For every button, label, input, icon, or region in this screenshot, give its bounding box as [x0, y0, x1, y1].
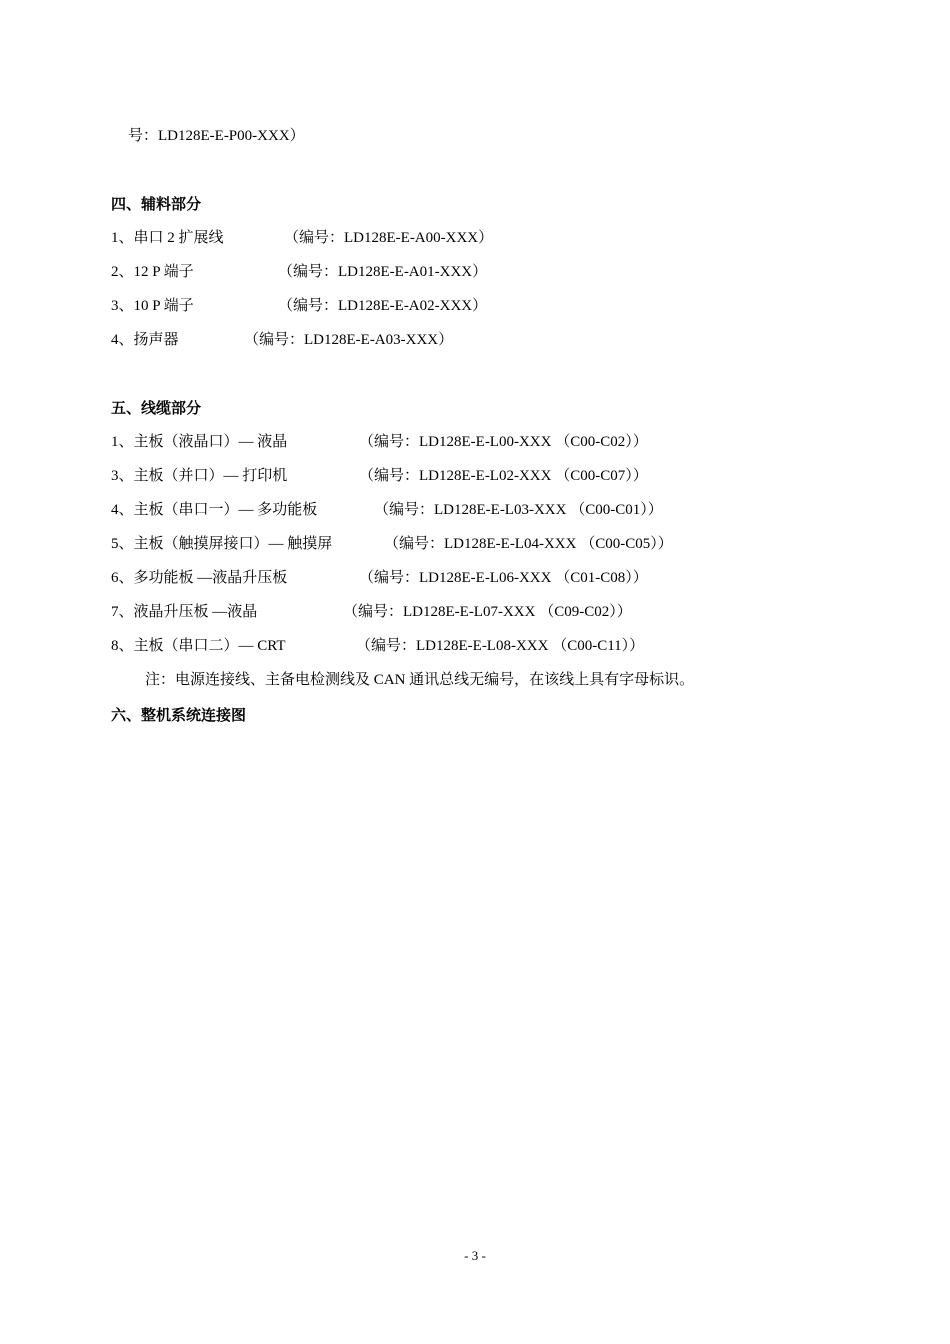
section5-item-1-label: 1、主板（液晶口）— 液晶 — [111, 434, 288, 450]
section5-note: 注：电源连接线、主备电检测线及 CAN 通讯总线无编号，在该线上具有字母标识。 — [145, 672, 695, 688]
section4-heading: 四、辅料部分 — [111, 197, 202, 213]
section5-item-2-code: （编号：LD128E-E-L02-XXX （C00-C07）） — [359, 468, 648, 484]
section5-item-4-label: 5、主板（触摸屏接口）— 触摸屏 — [111, 536, 333, 552]
section5-item-6-code: （编号：LD128E-E-L07-XXX （C09-C02）） — [343, 604, 632, 620]
section4-item-1-label: 1、串口 2 扩展线 — [111, 230, 224, 246]
section4-item-3-code: （编号：LD128E-E-A02-XXX） — [278, 298, 488, 314]
section5-item-5-label: 6、多功能板 —液晶升压板 — [111, 570, 288, 586]
section5-item-1-code: （编号：LD128E-E-L00-XXX （C00-C02）） — [359, 434, 648, 450]
section5-item-2-label: 3、主板（并口）— 打印机 — [111, 468, 288, 484]
section5-item-7-code: （编号：LD128E-E-L08-XXX （C00-C11）） — [356, 638, 645, 654]
section5-item-5-code: （编号：LD128E-E-L06-XXX （C01-C08）） — [359, 570, 648, 586]
section4-item-2-label: 2、12 P 端子 — [111, 264, 194, 280]
section5-item-4-code: （编号：LD128E-E-L04-XXX （C00-C05）） — [384, 536, 673, 552]
section5-item-3-code: （编号：LD128E-E-L03-XXX （C00-C01）） — [374, 502, 663, 518]
section5-heading: 五、线缆部分 — [111, 401, 202, 417]
section4-item-2-code: （编号：LD128E-E-A01-XXX） — [278, 264, 488, 280]
page-number: - 3 - — [464, 1248, 486, 1263]
section5-item-7-label: 8、主板（串口二）— CRT — [111, 638, 286, 654]
section5-item-6-label: 7、液晶升压板 —液晶 — [111, 604, 258, 620]
section4-item-3-label: 3、10 P 端子 — [111, 298, 194, 314]
section5-item-3-label: 4、主板（串口一）— 多功能板 — [111, 502, 318, 518]
continuation-text: 号：LD128E-E-P00-XXX） — [128, 128, 305, 144]
section4-item-4-label: 4、扬声器 — [111, 332, 179, 348]
section6-heading: 六、整机系统连接图 — [111, 708, 247, 724]
section4-item-1-code: （编号：LD128E-E-A00-XXX） — [284, 230, 494, 246]
section4-item-4-code: （编号：LD128E-E-A03-XXX） — [244, 332, 454, 348]
